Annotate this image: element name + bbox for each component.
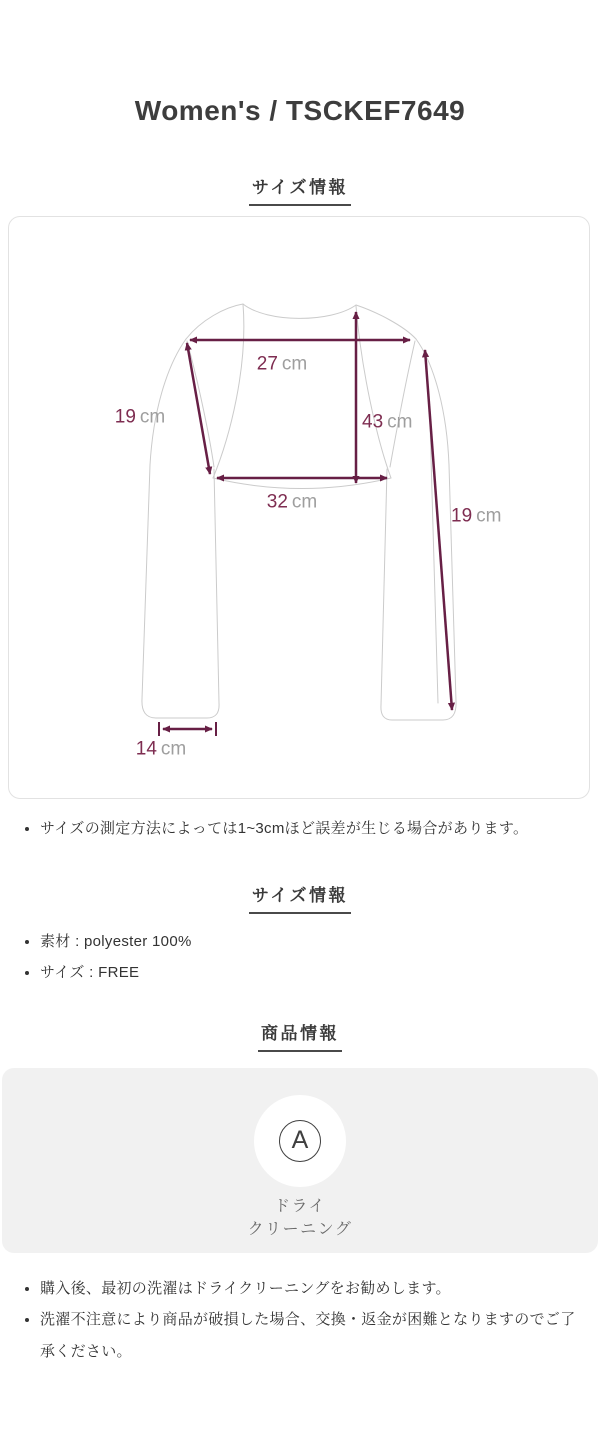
care-instruction-box — [2, 1068, 598, 1253]
section-header-size-info — [0, 881, 600, 914]
size-info-list — [0, 926, 600, 989]
product-info-notes — [0, 1273, 600, 1368]
care-label-line1: ドライ — [273, 1197, 327, 1215]
size-chart-notes — [0, 813, 600, 845]
measurement-shoulder-width: 27 cm — [256, 353, 308, 375]
care-symbol-label — [2, 1195, 598, 1241]
measurement-side-length-left: 19 cm — [114, 406, 166, 428]
care-note-1: • 購入後、最初の洗濯はドライクリーニングをお勧めします。 — [40, 1273, 580, 1305]
product-info-heading: 商品情報 — [258, 1019, 342, 1052]
section-header-size-chart — [0, 173, 600, 206]
product-detail-page — [0, 95, 600, 1367]
measurement-hem-width: 32 cm — [266, 491, 318, 513]
care-symbol-badge — [254, 1095, 346, 1187]
size-info-heading: サイズ情報 — [249, 881, 351, 914]
measurement-body-length: 43 cm — [362, 411, 413, 433]
measurement-lines — [159, 312, 452, 736]
material-item: • 素材 : polyester 100% — [40, 926, 580, 958]
measurement-sleeve-length-right: 19 cm — [451, 505, 502, 527]
section-header-product-info — [0, 1019, 600, 1052]
size-diagram-box — [8, 216, 590, 799]
care-note-2: • 洗濯不注意により商品が破損した場合、交換・返金が困難となりますのでご了承ください。 — [40, 1304, 580, 1367]
page-title: Women's / TSCKEF7649 — [134, 95, 466, 126]
size-chart-heading: サイズ情報 — [249, 173, 351, 206]
measurement-cuff-width: 14 cm — [135, 738, 187, 760]
size-item: • サイズ : FREE — [40, 957, 580, 989]
size-tolerance-note: • サイズの測定方法によっては1~3cmほど誤差が生じる場合があります。 — [40, 813, 580, 845]
dry-cleaning-icon: A — [279, 1120, 321, 1162]
care-label-line2: クリーニング — [247, 1220, 353, 1238]
